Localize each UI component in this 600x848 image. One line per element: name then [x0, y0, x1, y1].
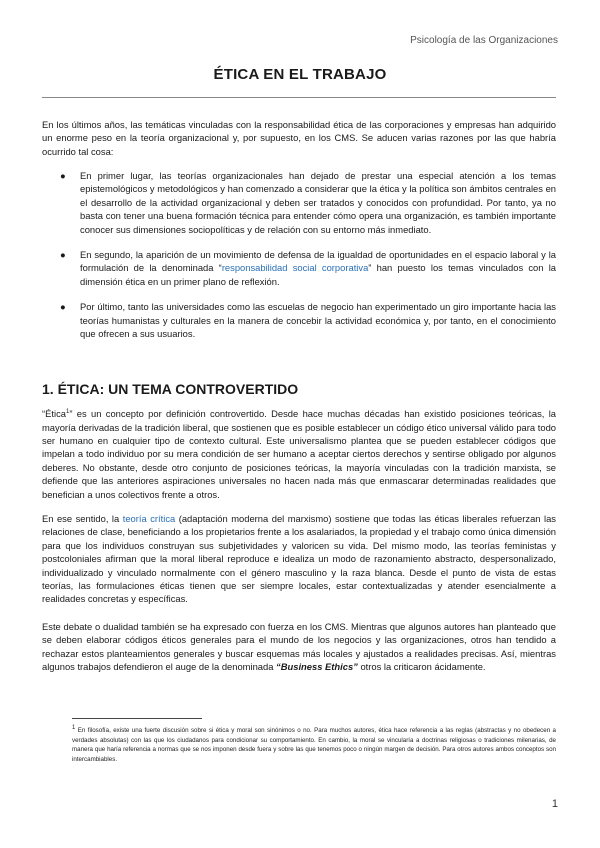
- footnote-reference[interactable]: 1: [65, 409, 70, 415]
- paragraph-text: “Ética: [42, 408, 66, 420]
- paragraph-text: En ese sentido, la: [42, 513, 123, 524]
- paragraph-text: ” es un concepto por definición controvertido. Desde hace muchas décadas han existido posiciones teóricas, la mayoría derivadas de la tradición liberal, que sostienen que es posible establecer un código ético universal válido para todo ser humano en cualquier tipo de contexto cultural. Este universalismo plantea que se pueden establecer códigos que impelan a todo individuo por su mera condición de ser humano a aceptar ciertos derechos y sentirse obligado por algunos deberes. No obstante, desde otro conjunto de posiciones teóricas, la mayoría vinculadas con la tradición marxista, se defiende que las anteriores aspiraciones universales no hacen nada más que enmascarar determinadas realidades que benefician a unos colectivos frente a otros.: [42, 408, 556, 500]
- intro-paragraph: En los últimos años, las temáticas vinculadas con la responsabilidad ética de las corporaciones y empresas han adquirido un enorme peso en la teoría organizacional y, por supuesto, en los CMS. Se aducen varias razones por las que habría ocurrido tal cosa:: [42, 119, 556, 157]
- bullet-icon: ●: [60, 301, 66, 313]
- business-ethics-term: “Business Ethics”: [276, 661, 358, 673]
- teoria-critica-link[interactable]: teoría crítica: [122, 513, 176, 524]
- paragraph-text: otros la criticaron ácidamente.: [357, 661, 486, 673]
- paragraph-debate: [42, 620, 556, 674]
- footnote-text: En filosofía, existe una fuerte discusión sobre si ética y moral son sinónimos o no. Para muchos autores, ética hace referencia a las reglas (abstractas y no obedecen a verdades absolutas) con las que los ciudadanos para condicionar su comportamiento. En cambio, la moral se vincularía a doctrinas religiosas o tradiciones milenarias, de manera que haría referencia a normas que se nos imponen desde fuera y sobre las que tenemos poco o ningún margen de decisión. Para otros autores ambos conceptos son intercambiables.: [72, 727, 556, 763]
- list-item: [42, 300, 556, 340]
- page-number: 1: [551, 798, 558, 810]
- bullet-icon: ●: [60, 249, 66, 261]
- list-item: [42, 169, 556, 236]
- title-divider: [42, 97, 556, 98]
- paragraph-text: (adaptación moderna del marxismo) sostiene que todas las éticas liberales refuerzan las relaciones de clase, beneficiando a los propietarios frente a los asalariados, la propiedad y el trabajo como única dimensión para que los individuos construyan sus subjetividades y valoricen su vida. Del mismo modo, las teorías feministas y postcoloniales afirman que la moral liberal reproduce e idealiza un modo de razonamiento abstracto, despersonalizado, individualizado y vinculado normalmente con el género masculino y la raza blanca. Desde el punto de vista de estas teorías, las formulaciones éticas tienen que ser siempre locales, estar contextualizadas y atender esencialmente a realidades concretas y específicas.: [42, 513, 556, 605]
- list-item-text: En segundo, la aparición de un movimiento de defensa de la igualdad de oportunidades en el espacio laboral y la formulación de la denominada “: [80, 249, 556, 274]
- footnote-mark: 1: [72, 725, 76, 731]
- paragraph-text: Este debate o dualidad también se ha expresado con fuerza en los CMS. Mientras que algunos autores han planteado que se deben elaborar códigos éticos generales para el mundo de los negocios y las organizaciones, otros han tendido a rechazar estos planteamientos generales y buscar esquemas más locales y ajustados a realidades precisas. Así, mientras algunos trabajos defendieron el auge de la denominada: [42, 621, 556, 673]
- bullet-icon: ●: [60, 170, 66, 181]
- list-item-text: ” han puesto los temas vinculados con la dimensión ética en un primer plano de reflexión.: [80, 262, 556, 287]
- section-heading: 1. ÉTICA: UN TEMA CONTROVERTIDO: [42, 381, 299, 397]
- responsabilidad-social-link[interactable]: responsabilidad social corporativa: [221, 262, 369, 274]
- list-item: [42, 248, 556, 288]
- page-title: ÉTICA EN EL TRABAJO: [213, 66, 387, 83]
- list-item-text: En primer lugar, las teorías organizacionales han dejado de prestar una especial atención a los temas epistemológicos y metodológicos y han comenzado a considerar que la ética y la política son ámbitos centrales en el desarrollo de la actividad organizacional y deben ser tratados y conocidos con profundidad. Por tanto, ya no basta con tener una buena formación técnica para entender cómo opera una organización, es también importante conocer sus dimensiones sociopolíticas y de relación con su entorno más inmediato.: [80, 170, 556, 235]
- reasons-list: [42, 169, 556, 352]
- footnote: [72, 724, 556, 764]
- running-header: Psicología de las Organizaciones: [410, 35, 558, 46]
- footnote-divider: [72, 718, 202, 719]
- paragraph-etica: [42, 406, 556, 501]
- list-item-text: Por último, tanto las universidades como las escuelas de negocio han experimentado un giro importante hacia las teorías humanistas y culturales en la manera de concebir la actividad económica y, por tanto, en el conocimiento que ofrecen a sus usuarios.: [80, 301, 556, 340]
- paragraph-teoria-critica: [42, 512, 556, 606]
